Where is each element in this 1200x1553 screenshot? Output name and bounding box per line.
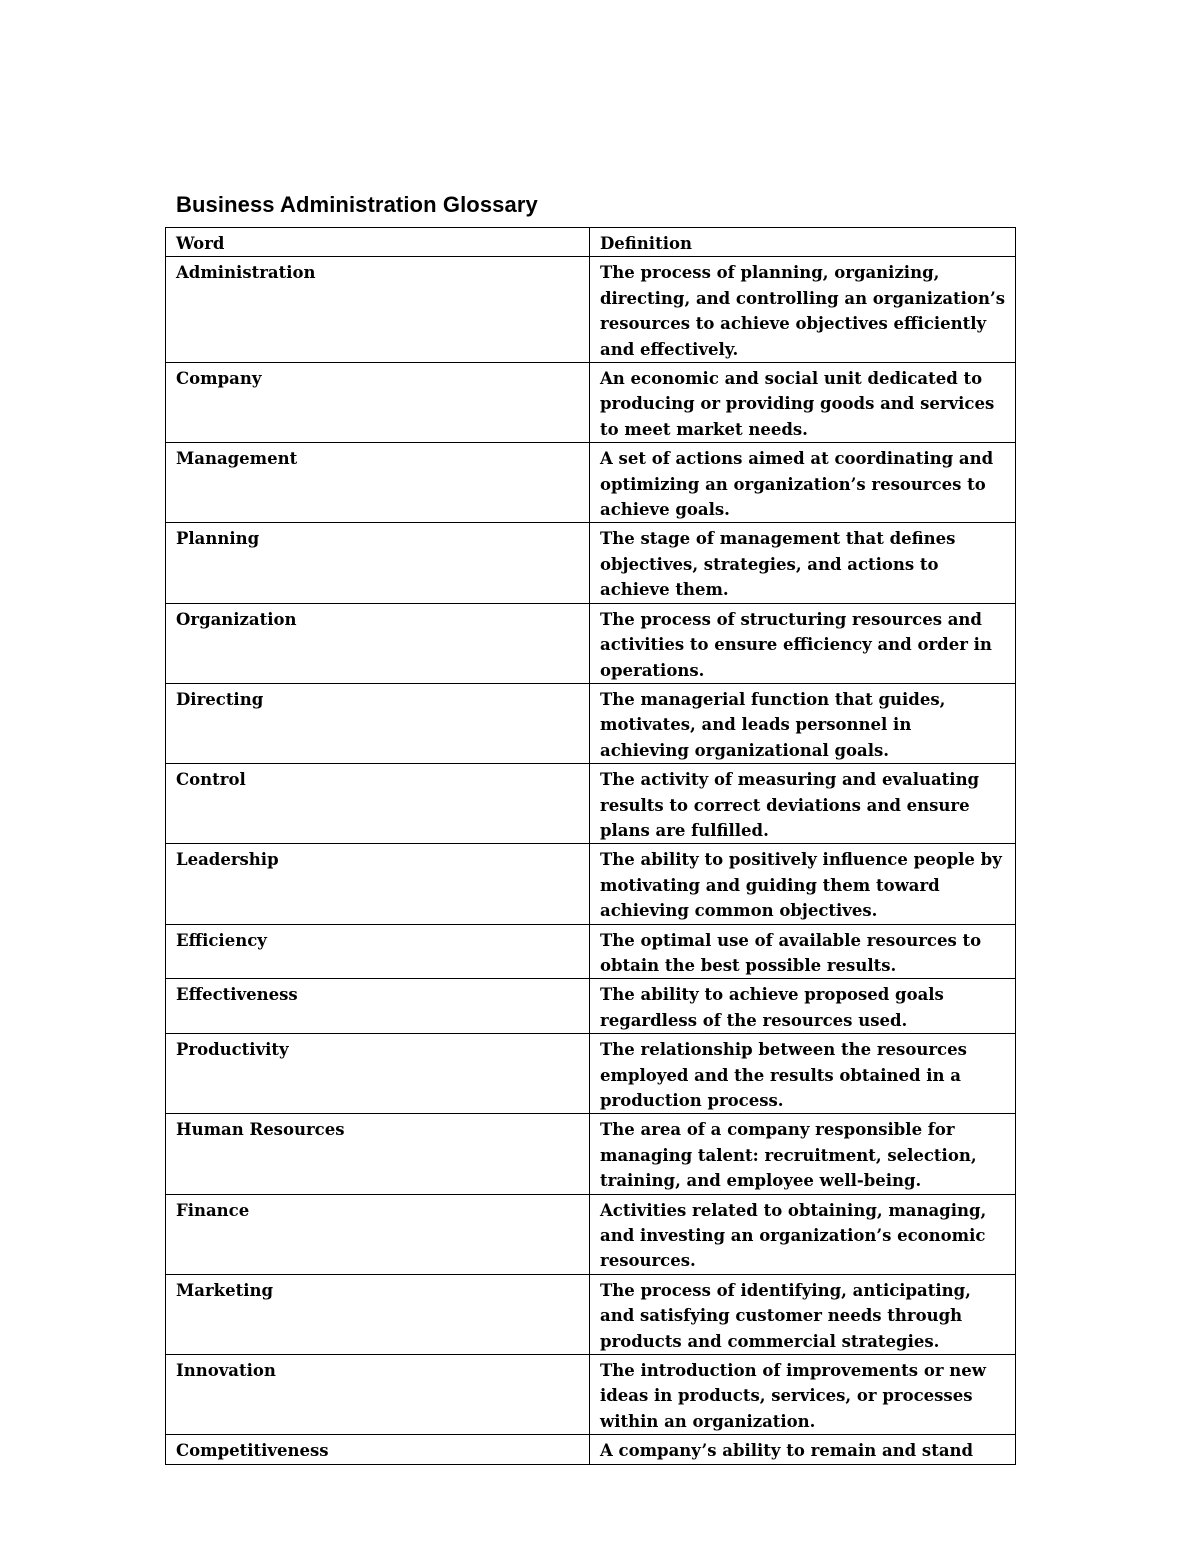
term-cell: Management xyxy=(166,443,590,523)
definition-cell: A set of actions aimed at coordinating and optimizing an organization’s resources to achieve goals. xyxy=(590,443,1016,523)
table-row xyxy=(166,603,1016,683)
definition-cell: The ability to achieve proposed goals regardless of the resources used. xyxy=(590,979,1016,1034)
glossary-table xyxy=(165,227,1016,1465)
definition-cell: A company’s ability to remain and stand xyxy=(590,1435,1016,1464)
term-cell: Innovation xyxy=(166,1355,590,1435)
term-cell: Human Resources xyxy=(166,1114,590,1194)
table-row xyxy=(166,1194,1016,1274)
definition-cell: Activities related to obtaining, managing, and investing an organization’s economic resources. xyxy=(590,1194,1016,1274)
definition-cell: The process of structuring resources and activities to ensure efficiency and order in operations. xyxy=(590,603,1016,683)
column-header-word: Word xyxy=(166,228,590,257)
table-row xyxy=(166,523,1016,603)
table-row xyxy=(166,683,1016,763)
term-cell: Competitiveness xyxy=(166,1435,590,1464)
definition-cell: The stage of management that defines objectives, strategies, and actions to achieve them. xyxy=(590,523,1016,603)
definition-cell: The introduction of improvements or new ideas in products, services, or processes within an organization. xyxy=(590,1355,1016,1435)
definition-cell: The activity of measuring and evaluating results to correct deviations and ensure plans are fulfilled. xyxy=(590,764,1016,844)
table-row xyxy=(166,1355,1016,1435)
term-cell: Productivity xyxy=(166,1034,590,1114)
term-cell: Administration xyxy=(166,257,590,363)
table-row xyxy=(166,924,1016,979)
term-cell: Marketing xyxy=(166,1274,590,1354)
term-cell: Company xyxy=(166,363,590,443)
definition-cell: An economic and social unit dedicated to producing or providing goods and services to meet market needs. xyxy=(590,363,1016,443)
page-title: Business Administration Glossary xyxy=(176,192,538,217)
table-row xyxy=(166,1114,1016,1194)
term-cell: Leadership xyxy=(166,844,590,924)
term-cell: Planning xyxy=(166,523,590,603)
table-row xyxy=(166,764,1016,844)
definition-cell: The optimal use of available resources to obtain the best possible results. xyxy=(590,924,1016,979)
definition-cell: The process of planning, organizing, directing, and controlling an organization’s resources to achieve objectives efficiently and effectively. xyxy=(590,257,1016,363)
term-cell: Organization xyxy=(166,603,590,683)
term-cell: Effectiveness xyxy=(166,979,590,1034)
definition-cell: The process of identifying, anticipating, and satisfying customer needs through products and commercial strategies. xyxy=(590,1274,1016,1354)
term-cell: Directing xyxy=(166,683,590,763)
table-row xyxy=(166,979,1016,1034)
definition-cell: The managerial function that guides, motivates, and leads personnel in achieving organizational goals. xyxy=(590,683,1016,763)
table-row xyxy=(166,844,1016,924)
column-header-definition: Definition xyxy=(590,228,1016,257)
term-cell: Control xyxy=(166,764,590,844)
table-row xyxy=(166,1274,1016,1354)
definition-cell: The relationship between the resources employed and the results obtained in a production process. xyxy=(590,1034,1016,1114)
table-row xyxy=(166,363,1016,443)
table-header-row xyxy=(166,228,1016,257)
table-row xyxy=(166,1034,1016,1114)
table-row xyxy=(166,1435,1016,1464)
table-row xyxy=(166,257,1016,363)
table-row xyxy=(166,443,1016,523)
definition-cell: The area of a company responsible for managing talent: recruitment, selection, training, and employee well-being. xyxy=(590,1114,1016,1194)
term-cell: Efficiency xyxy=(166,924,590,979)
definition-cell: The ability to positively influence people by motivating and guiding them toward achieving common objectives. xyxy=(590,844,1016,924)
term-cell: Finance xyxy=(166,1194,590,1274)
